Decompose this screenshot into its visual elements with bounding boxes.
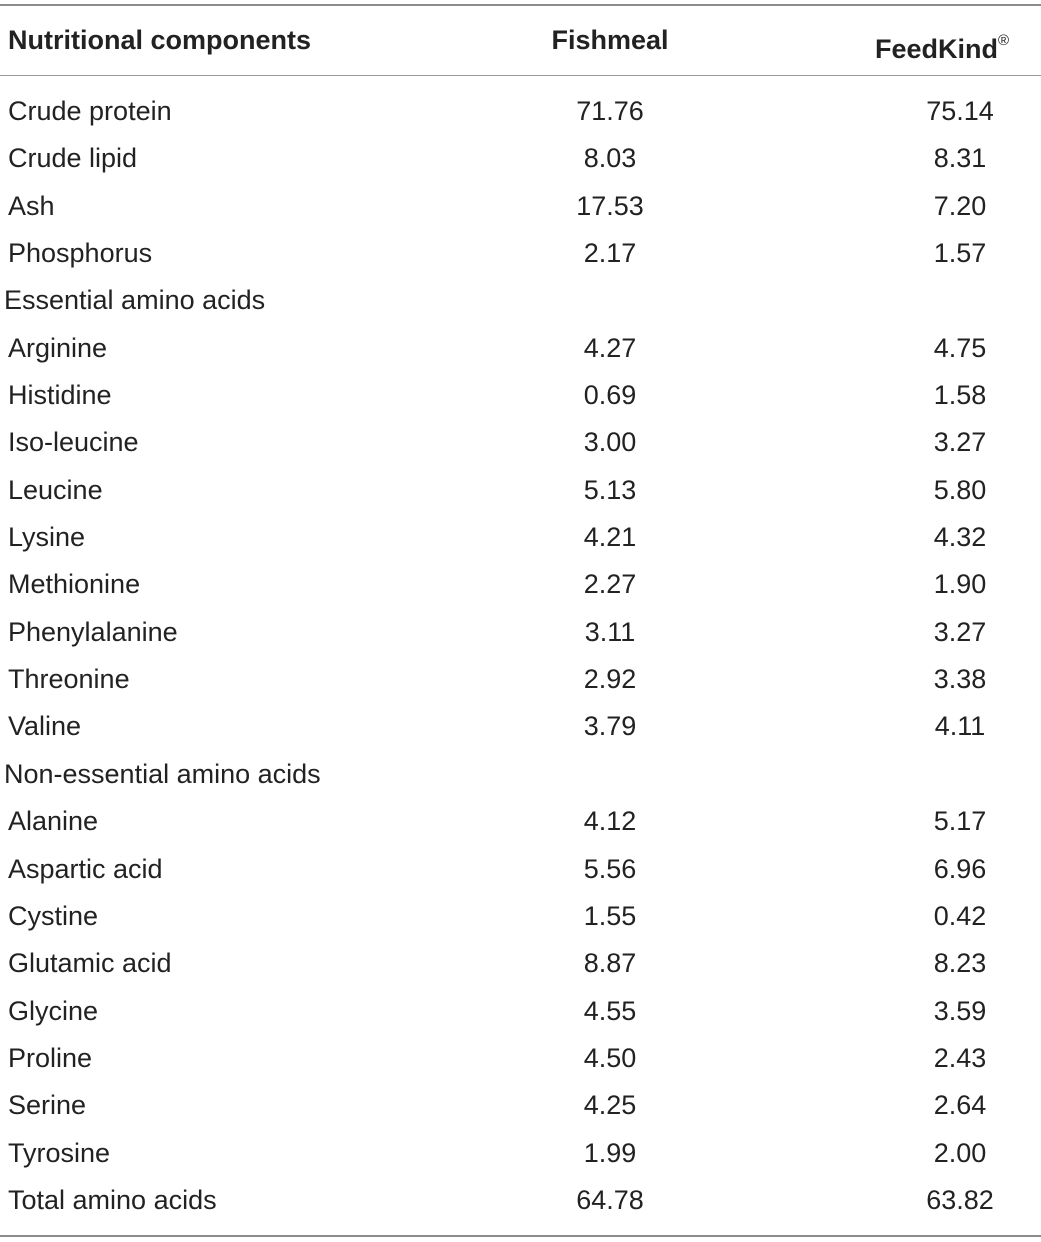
- fishmeal-value: 2.92: [583, 664, 637, 695]
- component-name: Leucine: [8, 474, 103, 505]
- feedkind-value: 0.42: [933, 900, 987, 931]
- feedkind-value: 3.27: [933, 616, 987, 647]
- section-row: [0, 277, 1041, 324]
- component-name: Aspartic acid: [8, 853, 163, 884]
- feedkind-value: 1.58: [933, 380, 987, 411]
- feedkind-value: 2.00: [933, 1137, 987, 1168]
- feedkind-value: 4.11: [934, 711, 986, 742]
- component-name: Total amino acids: [8, 1184, 217, 1215]
- fishmeal-value: 4.12: [583, 806, 637, 837]
- component-name: Iso-leucine: [8, 427, 139, 458]
- feedkind-value: 63.82: [926, 1184, 994, 1215]
- table-row: [0, 135, 1041, 182]
- table-row: [0, 893, 1041, 940]
- feedkind-value: 3.38: [933, 664, 987, 695]
- table-row: [0, 798, 1041, 845]
- table-row: [0, 703, 1041, 750]
- table-row: [0, 988, 1041, 1035]
- table-row: [0, 183, 1041, 230]
- fishmeal-value: 3.11: [584, 616, 636, 647]
- feedkind-value: 2.43: [933, 1042, 987, 1073]
- component-name: Threonine: [8, 664, 130, 695]
- table-row: [0, 846, 1041, 893]
- component-name: Glutamic acid: [8, 948, 172, 979]
- table-header-rule: [0, 75, 1041, 76]
- component-name: Alanine: [8, 806, 99, 837]
- table-body: [0, 88, 1041, 1224]
- table-header-row: [0, 6, 1041, 75]
- fishmeal-value: 3.79: [583, 711, 637, 742]
- component-name: Cystine: [8, 900, 99, 931]
- component-name: Proline: [8, 1042, 93, 1073]
- fishmeal-value: 2.17: [583, 238, 637, 269]
- fishmeal-value: 4.55: [583, 995, 637, 1026]
- table-row: [0, 230, 1041, 277]
- fishmeal-value: 0.69: [583, 380, 637, 411]
- table-row: [0, 1177, 1041, 1224]
- table-row: [0, 1035, 1041, 1082]
- header-nutritional-components: Nutritional components: [8, 25, 311, 55]
- fishmeal-value: 1.55: [583, 900, 637, 931]
- feedkind-value: 1.57: [933, 238, 987, 269]
- feedkind-value: 75.14: [926, 96, 994, 126]
- component-name: Methionine: [8, 569, 141, 600]
- table-row: [0, 1130, 1041, 1177]
- table-row: [0, 609, 1041, 656]
- fishmeal-value: 5.13: [583, 474, 637, 505]
- table-row: [0, 372, 1041, 419]
- table-row: [0, 419, 1041, 466]
- section-row: [0, 751, 1041, 798]
- fishmeal-value: 17.53: [576, 190, 644, 221]
- component-name: Crude protein: [8, 96, 172, 126]
- feedkind-value: 4.75: [933, 332, 987, 363]
- table-row: [0, 656, 1041, 703]
- feedkind-value: 6.96: [933, 853, 987, 884]
- component-name: Serine: [8, 1090, 87, 1121]
- fishmeal-value: 5.56: [583, 853, 637, 884]
- feedkind-value: 8.31: [933, 143, 987, 174]
- fishmeal-value: 4.50: [583, 1042, 637, 1073]
- component-name: Phenylalanine: [8, 616, 178, 647]
- component-name: Histidine: [8, 380, 112, 411]
- table-row: [0, 88, 1041, 135]
- component-name: Phosphorus: [8, 238, 153, 269]
- table-row: [0, 1082, 1041, 1129]
- header-feedkind: [832, 6, 1041, 84]
- fishmeal-value: 71.76: [576, 96, 644, 126]
- fishmeal-value: 4.27: [583, 332, 637, 363]
- section-label: Non-essential amino acids: [4, 758, 321, 789]
- component-name: Crude lipid: [8, 143, 138, 174]
- fishmeal-value: 8.87: [583, 948, 637, 979]
- component-name: Tyrosine: [8, 1137, 111, 1168]
- feedkind-value: 3.27: [933, 427, 987, 458]
- table-row: [0, 467, 1041, 514]
- section-label: Essential amino acids: [4, 285, 266, 316]
- feedkind-value: 1.90: [933, 569, 987, 600]
- feedkind-value: 4.32: [933, 522, 987, 553]
- feedkind-value: 7.20: [933, 190, 987, 221]
- fishmeal-value: 1.99: [583, 1137, 637, 1168]
- table-row: [0, 940, 1041, 987]
- table-row: [0, 514, 1041, 561]
- fishmeal-value: 8.03: [583, 143, 637, 174]
- fishmeal-value: 64.78: [576, 1184, 644, 1215]
- feedkind-value: 5.17: [933, 806, 987, 837]
- feedkind-value: 2.64: [933, 1090, 987, 1121]
- feedkind-value: 3.59: [933, 995, 987, 1026]
- feedkind-value: 5.80: [933, 474, 987, 505]
- fishmeal-value: 2.27: [583, 569, 637, 600]
- fishmeal-value: 4.21: [583, 522, 637, 553]
- header-fishmeal: Fishmeal: [551, 25, 669, 55]
- component-name: Arginine: [8, 332, 108, 363]
- component-name: Valine: [8, 711, 82, 742]
- header-feedkind-label: FeedKind: [874, 34, 998, 64]
- component-name: Glycine: [8, 995, 99, 1026]
- fishmeal-value: 3.00: [583, 427, 637, 458]
- registered-mark: ®: [997, 32, 1010, 49]
- component-name: Ash: [8, 190, 55, 221]
- table-bottom-rule: [0, 1235, 1041, 1237]
- fishmeal-value: 4.25: [583, 1090, 637, 1121]
- component-name: Lysine: [8, 522, 86, 553]
- table-row: [0, 325, 1041, 372]
- feedkind-value: 8.23: [933, 948, 987, 979]
- table-row: [0, 561, 1041, 608]
